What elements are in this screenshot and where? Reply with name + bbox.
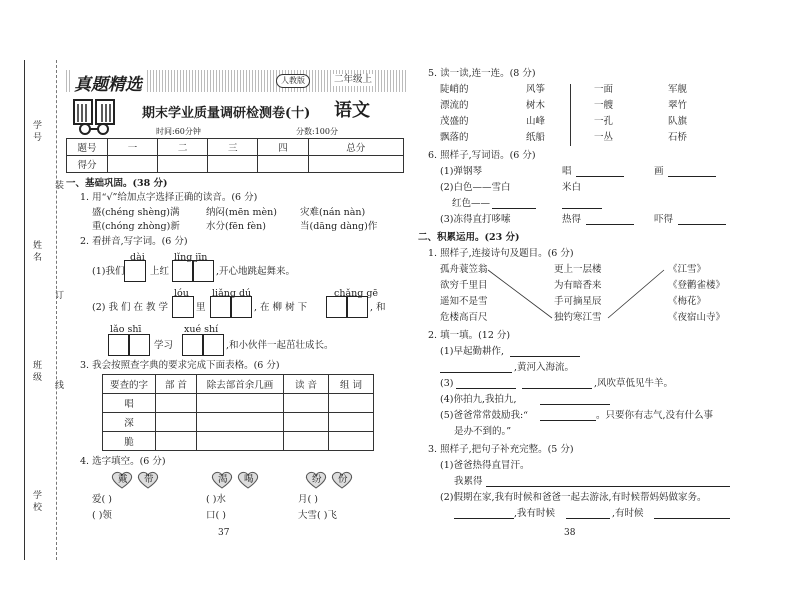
r2-blank[interactable] bbox=[540, 404, 610, 405]
q4-blank[interactable]: ( )水 bbox=[206, 494, 226, 505]
q1-item[interactable]: 重(chóng zhòng)新 bbox=[92, 221, 180, 232]
r3-line: 我累得 bbox=[454, 476, 483, 487]
q1-item[interactable]: 水分(fēn fèn) bbox=[206, 221, 266, 232]
r3-line: ,我有时候 bbox=[514, 508, 556, 519]
q2-line3: ,和小伙伴一起茁壮成长。 bbox=[226, 340, 334, 351]
r3-blank[interactable] bbox=[454, 518, 514, 519]
q2-line2: 里 bbox=[196, 302, 206, 313]
r1-col-a[interactable]: 遥知不是雪 bbox=[440, 296, 488, 307]
q6-blank[interactable] bbox=[492, 208, 536, 209]
r2-line: ,风吹草低见牛羊。 bbox=[594, 378, 674, 389]
r1-col-a[interactable]: 欲穷千里目 bbox=[440, 280, 488, 291]
gutter-dashed-line bbox=[56, 60, 57, 560]
book-glasses-icon bbox=[72, 98, 118, 136]
q5-col-c[interactable]: 一艘 bbox=[594, 100, 614, 111]
q2-pinyin: lóu bbox=[174, 288, 189, 299]
q6-text: 唱 bbox=[562, 166, 572, 177]
dict-header: 要查的字 bbox=[103, 375, 156, 394]
q6-text: (3)冻得直打哆嗦 bbox=[440, 214, 511, 225]
r2-blank[interactable] bbox=[456, 388, 516, 389]
q2-line1: ,开心地跳起舞来。 bbox=[216, 266, 296, 277]
q5-col-c[interactable]: 一丛 bbox=[594, 132, 614, 143]
exam-score: 分数:100分 bbox=[296, 127, 338, 136]
question-4: 4. 选字填空。(6 分) bbox=[80, 456, 166, 467]
q2-line1: (1)我们 bbox=[92, 266, 125, 277]
q5-col-a[interactable]: 陡峭的 bbox=[440, 84, 469, 95]
score-cell[interactable] bbox=[258, 156, 308, 173]
write-box[interactable] bbox=[230, 296, 252, 318]
q5-col-c[interactable]: 一面 bbox=[594, 84, 614, 95]
dict-cell[interactable] bbox=[284, 413, 329, 432]
write-box[interactable] bbox=[210, 296, 232, 318]
q4-blank[interactable]: 月( ) bbox=[298, 494, 318, 505]
q5-col-d[interactable]: 队旗 bbox=[668, 116, 688, 127]
write-box[interactable] bbox=[172, 260, 194, 282]
question-r3: 3. 照样子,把句子补充完整。(5 分) bbox=[428, 444, 574, 455]
r2-blank[interactable] bbox=[440, 372, 512, 373]
q2-line2: , 在 柳 树 下 bbox=[254, 302, 308, 313]
q5-col-b[interactable]: 树木 bbox=[526, 100, 546, 111]
dict-cell[interactable] bbox=[156, 432, 197, 451]
score-table-header: 二 bbox=[158, 139, 208, 156]
heart-char: 喝 bbox=[244, 474, 254, 485]
write-box[interactable] bbox=[182, 334, 204, 356]
question-r1: 1. 照样子,连接诗句及题目。(6 分) bbox=[428, 248, 574, 259]
heart-pair-2 bbox=[208, 470, 268, 490]
write-box[interactable] bbox=[326, 296, 348, 318]
dict-char: 深 bbox=[103, 413, 156, 432]
q5-col-d[interactable]: 军舰 bbox=[668, 84, 688, 95]
heart-char: 份 bbox=[338, 474, 348, 485]
page-number-right: 38 bbox=[564, 528, 576, 538]
r1-col-b[interactable]: 更上一层楼 bbox=[554, 264, 602, 275]
dict-cell[interactable] bbox=[284, 432, 329, 451]
q4-blank[interactable]: 爱( ) bbox=[92, 494, 112, 505]
r1-col-c[interactable]: 《江雪》 bbox=[668, 264, 707, 275]
q6-text: (2)白色——雪白 bbox=[440, 182, 511, 193]
r2-line: (5)爸爸常常鼓励我:“ bbox=[440, 410, 529, 421]
r1-col-b[interactable]: 手可摘星辰 bbox=[554, 296, 602, 307]
r1-col-b[interactable]: 独钓寒江雪 bbox=[554, 312, 602, 323]
write-box[interactable] bbox=[192, 260, 214, 282]
q1-item[interactable]: 盛(chéng shèng)满 bbox=[92, 207, 180, 218]
q2-line2: (2) 我 们 在 教 学 bbox=[92, 302, 169, 313]
question-5: 5. 读一读,连一连。(8 分) bbox=[428, 68, 536, 79]
heart-pair-3 bbox=[302, 470, 362, 490]
heart-char: 纷 bbox=[312, 474, 322, 485]
r3-line: ,有时候 bbox=[612, 508, 644, 519]
connect-lines bbox=[400, 250, 800, 330]
q2-pinyin: lǎo shī bbox=[110, 324, 142, 335]
q6-text: 画 bbox=[654, 166, 664, 177]
score-cell[interactable] bbox=[208, 156, 258, 173]
q5-col-a[interactable]: 茂盛的 bbox=[440, 116, 469, 127]
score-table-header: 四 bbox=[258, 139, 308, 156]
score-table-header: 三 bbox=[208, 139, 258, 156]
r2-line: (4)你拍九,我拍九, bbox=[440, 394, 517, 405]
r2-blank[interactable] bbox=[522, 388, 592, 389]
dict-char: 脆 bbox=[103, 432, 156, 451]
heart-char: 渴 bbox=[218, 474, 228, 485]
r2-line: (3) bbox=[440, 378, 454, 389]
score-cell[interactable] bbox=[308, 156, 404, 173]
dict-cell[interactable] bbox=[156, 394, 197, 413]
r2-line: ,黄河入海流。 bbox=[514, 362, 575, 373]
q2-pinyin: xué shí bbox=[184, 324, 219, 335]
section-1-heading: 一、基础巩固。(38 分) bbox=[66, 178, 168, 189]
gutter-line bbox=[24, 60, 25, 560]
dict-header: 读 音 bbox=[284, 375, 329, 394]
q4-blank[interactable]: ( )领 bbox=[92, 510, 112, 521]
score-table-header: 题号 bbox=[67, 139, 108, 156]
r3-blank[interactable] bbox=[566, 518, 610, 519]
q2-line2: , 和 bbox=[370, 302, 386, 313]
gutter-cut-3: 线 bbox=[53, 380, 63, 389]
question-r2: 2. 填一填。(12 分) bbox=[428, 330, 511, 341]
dict-cell[interactable] bbox=[197, 413, 284, 432]
r1-col-c[interactable]: 《登鹳雀楼》 bbox=[668, 280, 726, 291]
gutter-cut-2: 订 bbox=[53, 290, 63, 299]
dict-header: 组 词 bbox=[329, 375, 374, 394]
write-box[interactable] bbox=[202, 334, 224, 356]
dictionary-table bbox=[102, 374, 374, 451]
question-2: 2. 看拼音,写字词。(6 分) bbox=[80, 236, 188, 247]
q2-pinyin: chǎng gē bbox=[334, 288, 379, 299]
q4-blank[interactable]: 口( ) bbox=[206, 510, 226, 521]
r1-col-b[interactable]: 为有暗香来 bbox=[554, 280, 602, 291]
q5-divider bbox=[570, 84, 571, 146]
subject-label: 语文 bbox=[334, 100, 370, 121]
q4-blank[interactable]: 大雪( )飞 bbox=[298, 510, 337, 521]
q6-text: 热得 bbox=[562, 214, 582, 225]
dict-header: 部 首 bbox=[156, 375, 197, 394]
gutter-label-class: 班 级 bbox=[31, 360, 41, 381]
q1-item[interactable]: 灾难(nán nàn) bbox=[300, 207, 366, 218]
gutter-label-id: 学 号 bbox=[31, 120, 41, 141]
q2-pinyin: dài bbox=[130, 252, 145, 263]
q5-col-c[interactable]: 一孔 bbox=[594, 116, 614, 127]
q6-blank[interactable] bbox=[576, 176, 624, 177]
r3-line: (2)假期在家,我有时候和爸爸一起去游泳,有时候帮妈妈做家务。 bbox=[440, 492, 707, 503]
q2-pinyin: lǐng jīn bbox=[174, 252, 208, 263]
section-2-heading: 二、积累运用。(23 分) bbox=[418, 232, 520, 243]
dict-char: 唱 bbox=[103, 394, 156, 413]
q5-col-b[interactable]: 纸船 bbox=[526, 132, 546, 143]
gutter-cut-1: 装 bbox=[53, 180, 63, 189]
q2-line1: 上红 bbox=[150, 266, 170, 277]
grade-label: 二年级上 bbox=[334, 74, 373, 85]
dict-cell[interactable] bbox=[197, 432, 284, 451]
score-cell[interactable] bbox=[158, 156, 208, 173]
dict-cell[interactable] bbox=[197, 394, 284, 413]
q5-col-b[interactable]: 风筝 bbox=[526, 84, 546, 95]
q6-text: 红色—— bbox=[452, 198, 491, 209]
write-box[interactable] bbox=[172, 296, 194, 318]
dict-header: 除去部首余几画 bbox=[197, 375, 284, 394]
page-number-left: 37 bbox=[218, 528, 230, 538]
r3-blank[interactable] bbox=[654, 518, 730, 519]
gutter-label-name: 姓 名 bbox=[31, 240, 41, 261]
write-box[interactable] bbox=[124, 260, 146, 282]
r1-col-a[interactable]: 危楼高百尺 bbox=[440, 312, 488, 323]
dict-cell[interactable] bbox=[156, 413, 197, 432]
q1-item[interactable]: 当(dāng dàng)作 bbox=[300, 221, 378, 232]
exam-time: 时间:60分钟 bbox=[156, 127, 201, 136]
score-table-header: 一 bbox=[108, 139, 158, 156]
write-box[interactable] bbox=[128, 334, 150, 356]
r1-col-a[interactable]: 孤舟蓑笠翁 bbox=[440, 264, 488, 275]
dict-cell[interactable] bbox=[329, 394, 374, 413]
write-box[interactable] bbox=[108, 334, 130, 356]
heart-char: 带 bbox=[144, 474, 154, 485]
q6-blank[interactable] bbox=[586, 224, 634, 225]
gutter-label-school: 学 校 bbox=[31, 490, 41, 511]
header-banner-title: 真题精选 bbox=[70, 70, 146, 95]
score-row-label: 得分 bbox=[67, 156, 108, 173]
q2-pinyin: liǎng dú bbox=[212, 288, 252, 299]
heart-pair-1 bbox=[108, 470, 168, 490]
r2-blank[interactable] bbox=[510, 356, 580, 357]
q5-col-a[interactable]: 飘落的 bbox=[440, 132, 469, 143]
r2-line: (1)早起勤耕作, bbox=[440, 346, 504, 357]
q6-blank[interactable] bbox=[562, 208, 602, 209]
dict-cell[interactable] bbox=[284, 394, 329, 413]
q6-blank[interactable] bbox=[668, 176, 716, 177]
q2-line3: 学习 bbox=[154, 340, 174, 351]
question-6: 6. 照样子,写词语。(6 分) bbox=[428, 150, 536, 161]
score-table bbox=[66, 138, 404, 173]
write-box[interactable] bbox=[346, 296, 368, 318]
q6-blank[interactable] bbox=[678, 224, 726, 225]
q5-col-d[interactable]: 石桥 bbox=[668, 132, 688, 143]
r3-line: (1)爸爸热得直冒汗。 bbox=[440, 460, 530, 471]
q1-item[interactable]: 纳闷(mēn mèn) bbox=[206, 207, 277, 218]
score-table-header: 总分 bbox=[308, 139, 404, 156]
exam-title: 期末学业质量调研检测卷(十) bbox=[142, 106, 311, 121]
q6-text: 米白 bbox=[562, 182, 582, 193]
heart-char: 戴 bbox=[118, 474, 128, 485]
r2-line: 是办不到的。” bbox=[454, 426, 512, 437]
q5-col-a[interactable]: 漂流的 bbox=[440, 100, 469, 111]
q5-col-b[interactable]: 山峰 bbox=[526, 116, 546, 127]
dict-cell[interactable] bbox=[329, 413, 374, 432]
question-1: 1. 用“√”给加点字选择正确的读音。(6 分) bbox=[80, 192, 258, 203]
r1-col-c[interactable]: 《梅花》 bbox=[668, 296, 707, 307]
r2-line: 。只要你有志气,没有什么事 bbox=[596, 410, 714, 421]
question-3: 3. 我会按照查字典的要求完成下面表格。(6 分) bbox=[80, 360, 280, 371]
r3-blank[interactable] bbox=[486, 486, 730, 487]
q6-text: 吓得 bbox=[654, 214, 674, 225]
dict-cell[interactable] bbox=[329, 432, 374, 451]
r2-blank[interactable] bbox=[540, 420, 596, 421]
q5-col-d[interactable]: 翠竹 bbox=[668, 100, 688, 111]
edition-badge: 人教版 bbox=[276, 74, 310, 88]
r1-col-c[interactable]: 《夜宿山寺》 bbox=[668, 312, 726, 323]
q6-text: (1)弹钢琴 bbox=[440, 166, 482, 177]
score-cell[interactable] bbox=[108, 156, 158, 173]
